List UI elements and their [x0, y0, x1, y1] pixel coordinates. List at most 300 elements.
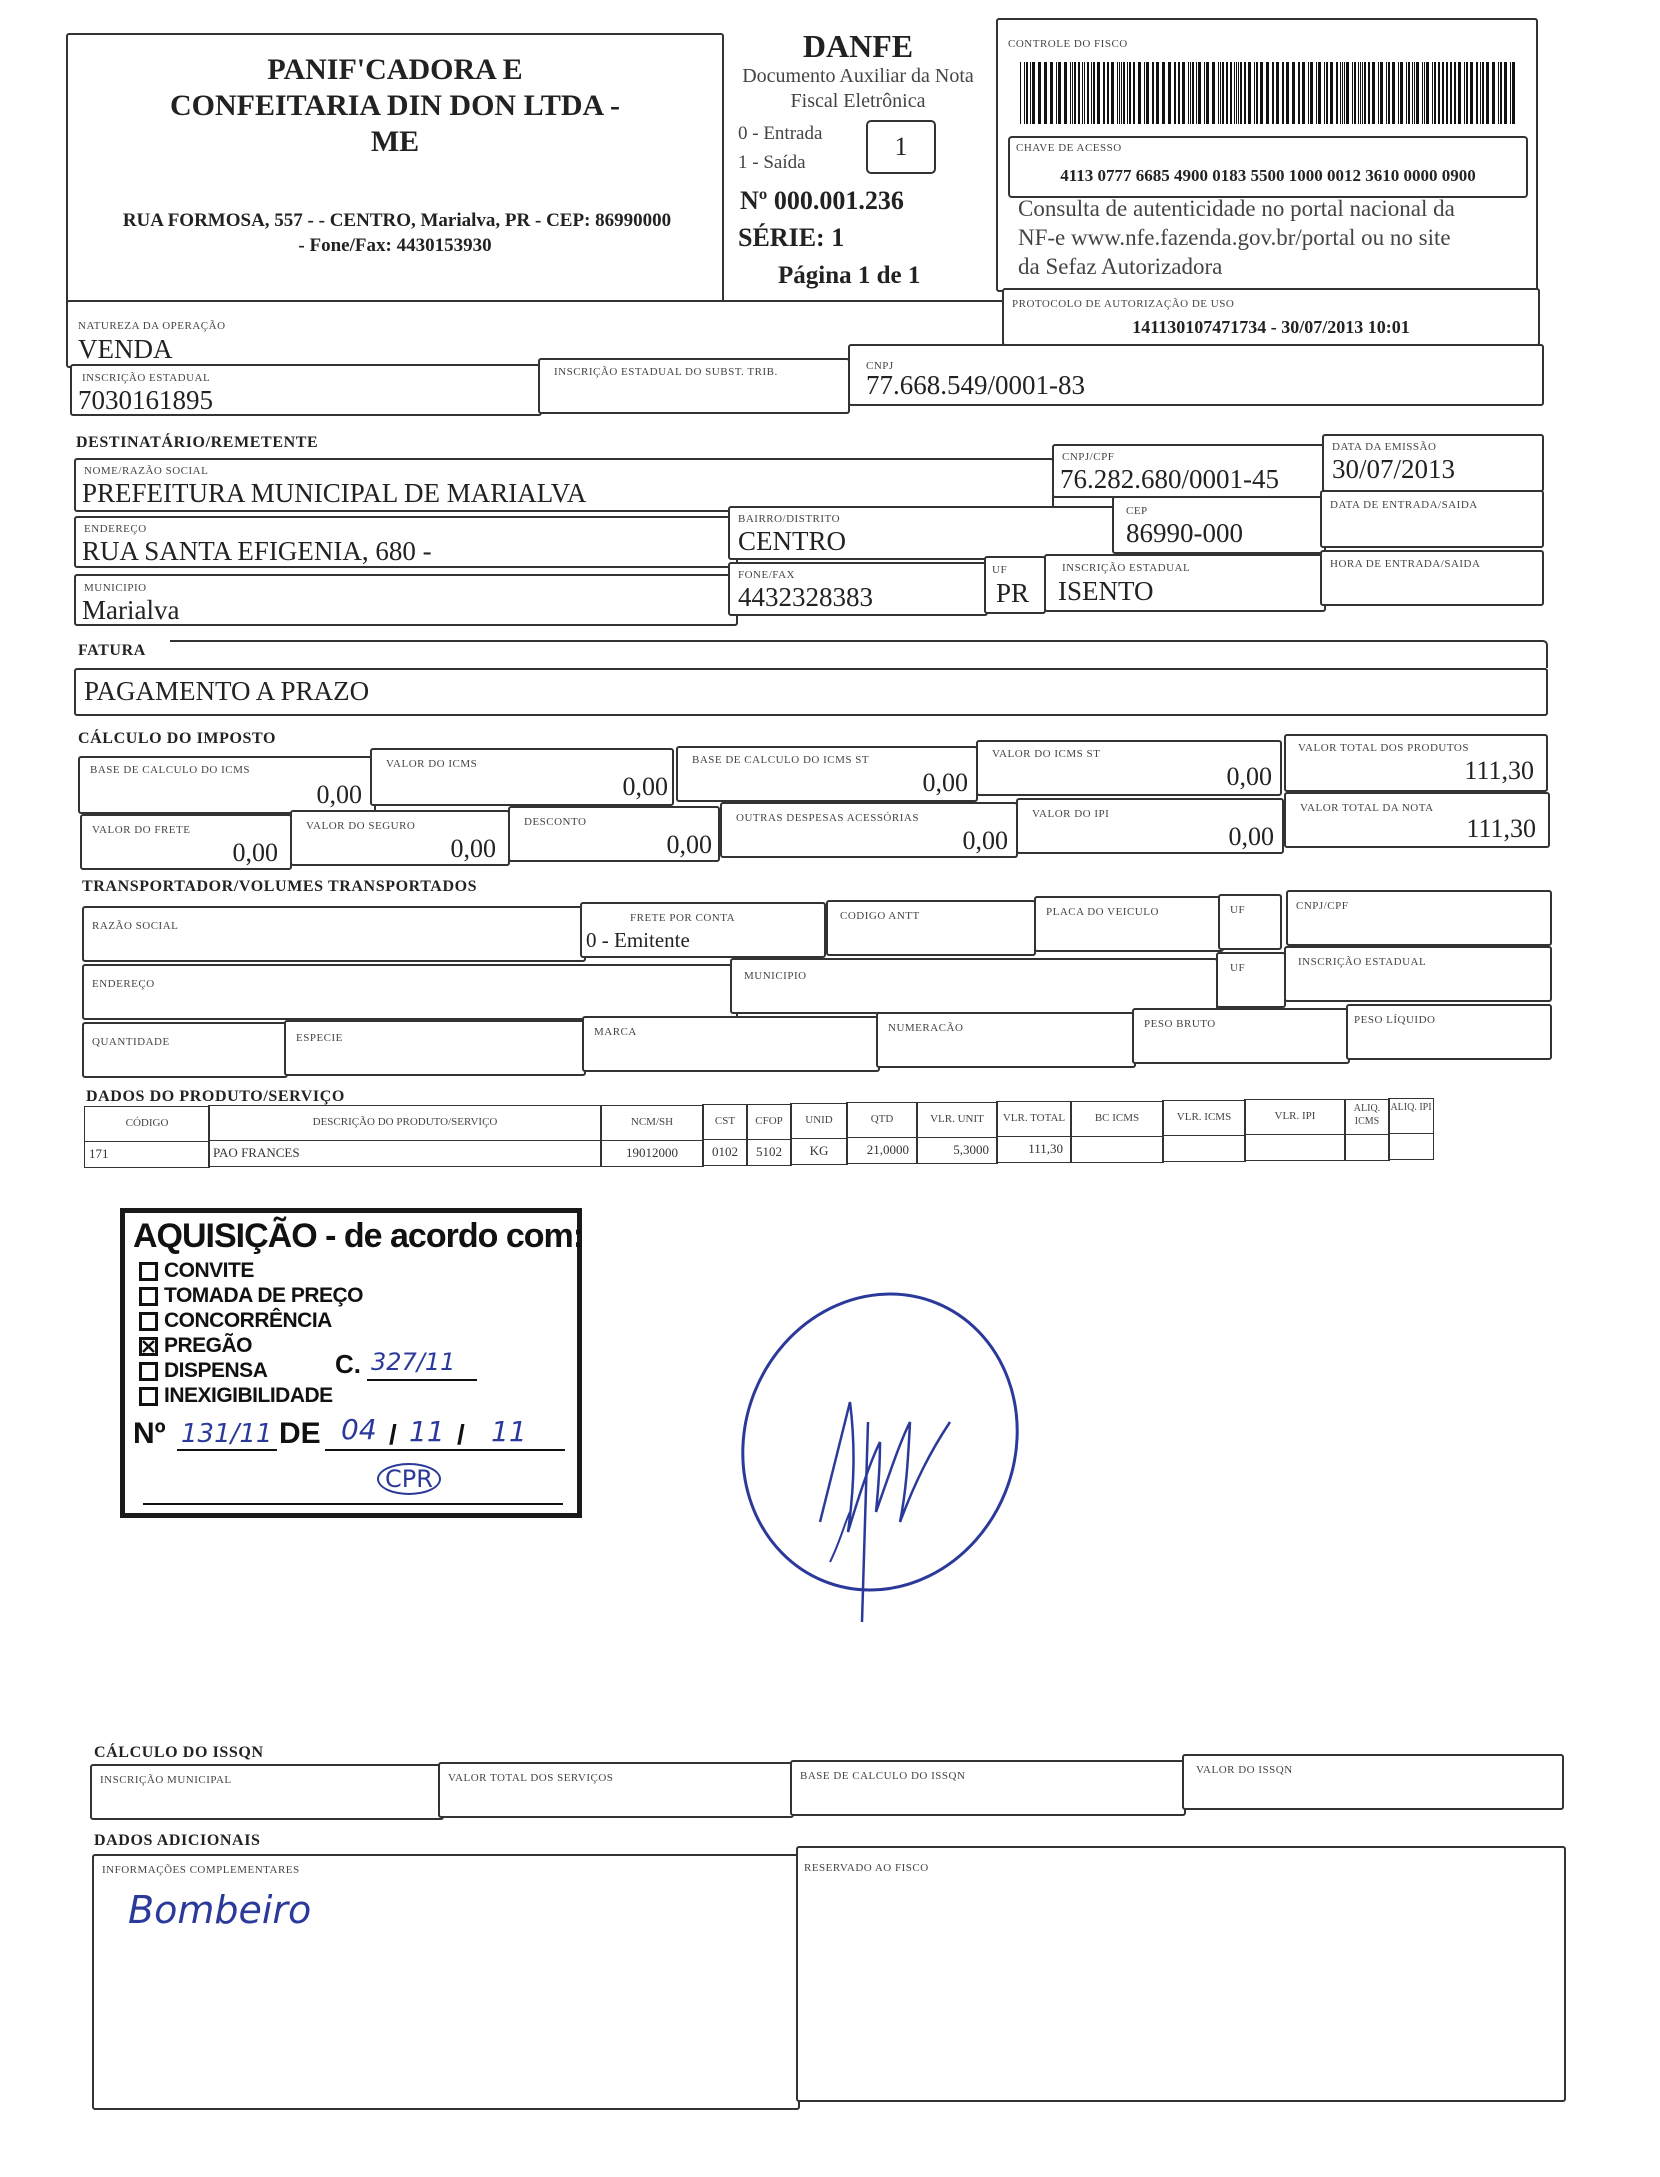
barcode-bar: [1380, 62, 1383, 124]
dest-bairro-box: [728, 506, 1128, 560]
barcode-bar: [1292, 62, 1295, 124]
dest-ie-box: [1044, 554, 1326, 612]
barcode-bar: [1406, 62, 1407, 124]
table-header-cell: [846, 1102, 918, 1138]
danfe-block: [724, 28, 992, 311]
table-header-label: UNID: [805, 1114, 833, 1126]
table-header-label: NCM/SH: [630, 1115, 674, 1128]
barcode-bar: [1093, 62, 1095, 124]
issqn-valor-box: [1182, 1754, 1564, 1810]
stamp-item-label: TOMADA DE PREÇO: [164, 1284, 364, 1307]
valor-icms-label: VALOR DO ICMS: [386, 758, 478, 770]
barcode-bar: [1342, 62, 1343, 124]
transp-marca-label: MARCA: [594, 1026, 637, 1038]
barcode-bar: [1138, 62, 1141, 124]
dest-cnpj-label: CNPJ/CPF: [1062, 451, 1115, 463]
dest-endereco-box: [74, 516, 738, 568]
barcode-bar: [1182, 62, 1185, 124]
transp-antt-label: CODIGO ANTT: [840, 910, 920, 922]
issqn-im-label: INSCRIÇÃO MUNICIPAL: [100, 1774, 232, 1786]
chave-label: CHAVE DE ACESSO: [1016, 142, 1122, 154]
issqn-im-box: [90, 1764, 444, 1820]
base-icms-value: 0,00: [316, 780, 362, 809]
barcode-bar: [1336, 62, 1338, 124]
transp-uf2-label: UF: [1230, 962, 1246, 974]
stamp-item-label: INEXIGIBILIDADE: [164, 1384, 333, 1407]
base-icms-st-value: 0,00: [922, 768, 968, 797]
barcode-bar: [1330, 62, 1333, 124]
barcode-bar: [1192, 62, 1194, 124]
barcode-bar: [1121, 62, 1122, 124]
barcode-bar: [1178, 62, 1180, 124]
transp-uf-label: UF: [1230, 904, 1246, 916]
issqn-section: CÁLCULO DO ISSQN: [94, 1744, 264, 1761]
transp-marca-box: [582, 1016, 880, 1072]
total-produtos-label: VALOR TOTAL DOS PRODUTOS: [1298, 742, 1469, 754]
emitter-box: [66, 33, 724, 311]
dest-fone-label: FONE/FAX: [738, 569, 795, 581]
table-cell-value: PAO FRANCES: [213, 1145, 300, 1161]
checkbox-concorrencia: [139, 1312, 158, 1331]
controle-fisco-label: CONTROLE DO FISCO: [1008, 38, 1128, 50]
barcode-bar: [1087, 62, 1089, 124]
chave-value: 4113 0777 6685 4900 0183 5500 1000 0012 3610 0000 0900: [1060, 166, 1476, 185]
table-cell-value: 21,0000: [866, 1142, 909, 1158]
table-cell: [1162, 1136, 1246, 1162]
valor-icms-st-box: [976, 740, 1282, 796]
barcode-bar: [1119, 62, 1120, 124]
barcode-bar: [1266, 62, 1269, 124]
barcode-bar: [1038, 62, 1041, 124]
barcode-bar: [1388, 62, 1390, 124]
issqn-servicos-box: [438, 1762, 794, 1818]
barcode-bar: [1476, 62, 1478, 124]
barcode-bar: [1074, 62, 1076, 124]
controle-fisco-box: [996, 18, 1538, 292]
cnpj-emitter-value: 77.668.549/0001-83: [866, 370, 1085, 400]
barcode-bar: [1226, 62, 1228, 124]
transp-endereco-label: ENDEREÇO: [92, 978, 155, 990]
transp-frete-value: 0 - Emitente: [586, 928, 690, 952]
ie-box: [70, 364, 542, 416]
barcode-bar: [1470, 62, 1473, 124]
transp-peso-liquido-box: [1346, 1004, 1552, 1060]
barcode-bar: [1133, 62, 1135, 124]
barcode-bar: [1422, 62, 1423, 124]
barcode-bar: [1392, 62, 1395, 124]
stamp-item-tomada: [139, 1284, 363, 1308]
table-cell: [846, 1138, 918, 1164]
stamp-item-inexigibilidade: [139, 1384, 333, 1408]
dest-bairro-value: CENTRO: [738, 526, 846, 556]
barcode-bar: [1424, 62, 1425, 124]
saida-label: 1 - Saída: [738, 152, 806, 173]
stamp-item-pregao: [139, 1334, 252, 1358]
barcode-bar: [1220, 62, 1221, 124]
seguro-value: 0,00: [450, 834, 496, 863]
table-header-label: ALIQ. IPI: [1390, 1102, 1432, 1114]
stamp-slash-2: /: [457, 1419, 465, 1450]
chave-box: [1008, 136, 1528, 198]
table-header-cell: [1244, 1099, 1346, 1135]
transp-antt-box: [826, 900, 1036, 956]
table-cell-value: 0102: [712, 1144, 738, 1160]
transp-especie-label: ESPECIE: [296, 1032, 343, 1044]
total-nota-box: [1284, 792, 1550, 848]
emitter-name-line2: CONFEITARIA DIN DON LTDA -: [169, 89, 621, 122]
table-cell: [916, 1138, 998, 1164]
transp-frete-box: [580, 902, 826, 958]
aquisicao-stamp: [120, 1208, 582, 1518]
transp-endereco-box: [82, 964, 738, 1020]
transp-placa-label: PLACA DO VEICULO: [1046, 906, 1159, 918]
barcode-bar: [1486, 62, 1489, 124]
reservado-fisco-box: [796, 1846, 1566, 2102]
barcode-bar: [1446, 62, 1448, 124]
barcode-bar: [1340, 62, 1341, 124]
emitter-name-line3: ME: [370, 125, 420, 158]
table-header-label: BC ICMS: [1094, 1111, 1140, 1124]
barcode-bar: [1454, 62, 1456, 124]
barcode-bar: [1256, 62, 1258, 124]
table-cell-value: 111,30: [1028, 1141, 1063, 1157]
barcode: [1020, 62, 1520, 144]
barcode-bar: [1026, 62, 1028, 124]
barcode-bar: [1260, 62, 1263, 124]
dest-uf-value: PR: [996, 578, 1030, 608]
barcode-bar: [1504, 62, 1507, 124]
destinatario-section: DESTINATÁRIO/REMETENTE: [76, 434, 319, 451]
dest-emissao-value: 30/07/2013: [1332, 454, 1456, 484]
transp-razao-box: [82, 906, 586, 962]
barcode-bar: [1466, 62, 1468, 124]
barcode-bar: [1480, 62, 1481, 124]
stamp-c-line: [367, 1379, 477, 1381]
seguro-box: [290, 810, 510, 866]
barcode-bar: [1123, 62, 1125, 124]
dest-nome-box: [74, 458, 1054, 512]
barcode-bar: [1386, 62, 1387, 124]
barcode-bar: [1236, 62, 1237, 124]
table-header-cell: [1344, 1099, 1390, 1135]
dest-endereco-value: RUA SANTA EFIGENIA, 680 -: [82, 536, 432, 566]
cnpj-emitter-box: [848, 344, 1544, 406]
dest-uf-box: [984, 556, 1046, 614]
barcode-bar: [1510, 62, 1511, 124]
barcode-bar: [1302, 62, 1305, 124]
dest-ie-value: ISENTO: [1058, 576, 1154, 606]
checkbox-dispensa: [139, 1362, 158, 1381]
ipi-value: 0,00: [1228, 822, 1274, 851]
stamp-item-label: CONCORRÊNCIA: [164, 1309, 332, 1332]
barcode-bar: [1234, 62, 1235, 124]
transp-ie-label: INSCRIÇÃO ESTADUAL: [1298, 956, 1427, 968]
transp-municipio-label: MUNICIPIO: [744, 970, 807, 982]
barcode-bar: [1364, 62, 1366, 124]
barcode-bar: [1156, 62, 1159, 124]
table-header-cell: [1070, 1101, 1164, 1137]
barcode-bar: [1286, 62, 1289, 124]
barcode-bar: [1050, 62, 1053, 124]
total-produtos-box: [1284, 734, 1548, 792]
barcode-bar: [1358, 62, 1359, 124]
entrada-label: 0 - Entrada: [738, 123, 823, 144]
barcode-bar: [1117, 62, 1118, 124]
transp-uf2-box: [1216, 952, 1286, 1008]
table-header-cell: [208, 1105, 602, 1141]
table-header-cell: [996, 1101, 1072, 1137]
barcode-bar: [1044, 62, 1047, 124]
barcode-bar: [1097, 62, 1100, 124]
barcode-bar: [1168, 62, 1171, 124]
barcode-bar: [1064, 62, 1067, 124]
checkbox-pregao-checked: [139, 1337, 158, 1356]
stamp-de-label: DE: [279, 1417, 321, 1450]
table-header-label: CFOP: [755, 1114, 783, 1127]
barcode-bar: [1276, 62, 1279, 124]
barcode-bar: [1070, 62, 1071, 124]
barcode-bar: [1512, 62, 1515, 124]
barcode-bar: [1103, 62, 1105, 124]
transp-razao-label: RAZÃO SOCIAL: [92, 920, 179, 932]
dest-ie-label: INSCRIÇÃO ESTADUAL: [1062, 562, 1191, 574]
barcode-bar: [1360, 62, 1361, 124]
table-cell: [702, 1140, 748, 1166]
dest-hora-label: HORA DE ENTRADA/SAIDA: [1330, 558, 1481, 570]
dest-municipio-box: [74, 574, 738, 626]
transp-municipio-box: [730, 958, 1218, 1014]
barcode-bar: [1432, 62, 1433, 124]
table-header-label: CÓDIGO: [125, 1117, 169, 1129]
transp-frete-label: FRETE POR CONTA: [630, 912, 736, 924]
barcode-bar: [1346, 62, 1349, 124]
barcode-bar: [1318, 62, 1321, 124]
table-cell-value: 5102: [756, 1143, 782, 1159]
consulta-line3: da Sefaz Autorizadora: [1018, 254, 1223, 279]
barcode-bar: [1196, 62, 1197, 124]
table-header-cell: [600, 1105, 704, 1141]
emitter-name-line1: PANIF'CADORA E: [267, 53, 523, 86]
stamp-c-prefix: C.: [335, 1349, 361, 1379]
table-cell: [208, 1141, 602, 1167]
barcode-bar: [1254, 62, 1255, 124]
consulta-line1: Consulta de autenticidade no portal nacional da: [1018, 196, 1455, 221]
barcode-bar: [1190, 62, 1191, 124]
valor-icms-value: 0,00: [622, 772, 668, 801]
table-header-label: CST: [714, 1115, 736, 1128]
stamp-de-year: 11: [491, 1415, 527, 1448]
ipi-label: VALOR DO IPI: [1032, 808, 1110, 820]
dest-endereco-label: ENDEREÇO: [84, 523, 147, 535]
barcode-bar: [1464, 62, 1465, 124]
barcode-bar: [1352, 62, 1353, 124]
barcode-bar: [1091, 62, 1092, 124]
dest-cnpj-value: 76.282.680/0001-45: [1060, 464, 1279, 494]
table-cell-value: 5,3000: [953, 1141, 989, 1157]
natureza-value: VENDA: [78, 334, 173, 364]
transp-numeracao-box: [876, 1012, 1136, 1068]
produtos-table: [84, 1092, 1558, 1172]
stamp-title: AQUISIÇÃO - de acordo com:: [133, 1217, 584, 1255]
desconto-box: [508, 806, 720, 862]
transp-quantidade-box: [82, 1022, 288, 1078]
nota-pagina: Página 1 de 1: [778, 262, 921, 289]
dest-cep-value: 86990-000: [1126, 518, 1243, 548]
barcode-bar: [1152, 62, 1154, 124]
barcode-bar: [1362, 62, 1363, 124]
barcode-bar: [1414, 62, 1415, 124]
barcode-bar: [1144, 62, 1145, 124]
barcode-bar: [1218, 62, 1219, 124]
barcode-bar: [1434, 62, 1436, 124]
frete-label: VALOR DO FRETE: [92, 824, 191, 836]
barcode-bar: [1084, 62, 1085, 124]
barcode-bar: [1162, 62, 1165, 124]
fatura-text: PAGAMENTO A PRAZO: [84, 676, 370, 706]
issqn-valor-label: VALOR DO ISSQN: [1196, 1764, 1293, 1776]
protocolo-box: [1002, 288, 1540, 346]
stamp-item-dispensa: [139, 1359, 267, 1383]
table-header-cell: [790, 1103, 848, 1139]
danfe-subtitle-2: Fiscal Eletrônica: [790, 90, 926, 112]
table-header-cell: [916, 1102, 998, 1138]
table-cell: [1244, 1135, 1346, 1161]
barcode-bar: [1458, 62, 1461, 124]
desconto-value: 0,00: [666, 830, 712, 859]
table-header-cell: [84, 1106, 210, 1142]
stamp-date-line: [325, 1449, 565, 1451]
barcode-bar: [1412, 62, 1413, 124]
frete-value: 0,00: [232, 838, 278, 867]
fatura-text-box: [74, 668, 1548, 716]
barcode-bar: [1492, 62, 1495, 124]
barcode-bar: [1272, 62, 1274, 124]
cnpj-emitter-label: CNPJ: [866, 360, 894, 372]
checkbox-convite: [139, 1262, 158, 1281]
barcode-bar: [1240, 62, 1242, 124]
stamp-slash-1: /: [389, 1419, 397, 1450]
issqn-base-box: [790, 1760, 1186, 1816]
transp-peso-liquido-label: PESO LÍQUIDO: [1354, 1014, 1436, 1026]
barcode-bar: [1298, 62, 1300, 124]
info-complementares-box: [92, 1854, 800, 2110]
stamp-item-label: CONVITE: [164, 1259, 254, 1282]
barcode-bar: [1450, 62, 1452, 124]
total-nota-value: 111,30: [1466, 814, 1536, 843]
issqn-servicos-label: VALOR TOTAL DOS SERVIÇOS: [448, 1772, 614, 1784]
outras-label: OUTRAS DESPESAS ACESSÓRIAS: [736, 812, 919, 824]
barcode-bar: [1072, 62, 1073, 124]
stamp-item-label: PREGÃO: [164, 1334, 253, 1357]
barcode-bar: [1230, 62, 1232, 124]
table-cell-value: 19012000: [626, 1144, 678, 1160]
tipo-box: [866, 120, 936, 174]
table-header-cell: [1162, 1100, 1246, 1136]
barcode-bar: [1222, 62, 1224, 124]
barcode-bar: [1032, 62, 1035, 124]
barcode-bar: [1408, 62, 1410, 124]
barcode-bar: [1030, 62, 1031, 124]
barcode-bar: [1442, 62, 1444, 124]
transp-especie-box: [284, 1020, 586, 1076]
barcode-bar: [1107, 62, 1109, 124]
transp-cnpj-box: [1286, 890, 1552, 946]
stamp-item-concorrencia: [139, 1309, 332, 1333]
transp-ie-box: [1284, 946, 1552, 1002]
transp-numeracao-label: NUMERACÃO: [888, 1022, 964, 1034]
emitter-address: RUA FORMOSA, 557 - - CENTRO, Marialva, PR - CEP: 86990000: [122, 210, 672, 231]
barcode-bar: [1398, 62, 1399, 124]
barcode-bar: [1482, 62, 1484, 124]
stamp-item-convite: [139, 1259, 254, 1283]
dest-cep-label: CEP: [1126, 505, 1148, 517]
stamp-c-value: 327/11: [371, 1348, 456, 1376]
ipi-box: [1016, 798, 1284, 854]
barcode-bar: [1416, 62, 1419, 124]
seguro-label: VALOR DO SEGURO: [306, 820, 416, 832]
dest-municipio-value: Marialva: [82, 595, 180, 625]
info-complementares-label: INFORMAÇÕES COMPLEMENTARES: [102, 1864, 300, 1876]
base-icms-label: BASE DE CALCULO DO ICMS: [90, 764, 251, 776]
fatura-top-line: [170, 640, 1548, 668]
dest-emissao-box: [1322, 434, 1544, 492]
barcode-bar: [1206, 62, 1209, 124]
danfe-title: DANFE: [802, 28, 914, 64]
transp-peso-bruto-label: PESO BRUTO: [1144, 1018, 1216, 1030]
barcode-bar: [1198, 62, 1201, 124]
protocolo-value: 141130107471734 - 30/07/2013 10:01: [1132, 317, 1410, 337]
signature-scribble: [730, 1262, 1040, 1682]
base-icms-st-box: [676, 746, 978, 802]
total-nota-label: VALOR TOTAL DA NOTA: [1300, 802, 1434, 814]
dest-cep-box: [1112, 496, 1326, 554]
barcode-bar: [1238, 62, 1239, 124]
barcode-bar: [1204, 62, 1205, 124]
stamp-de-day: 04: [341, 1413, 377, 1446]
table-header-label: VLR. ICMS: [1176, 1111, 1232, 1123]
table-cell: [600, 1141, 704, 1167]
barcode-bar: [1426, 62, 1429, 124]
consulta-line2: NF-e www.nfe.fazenda.gov.br/portal ou no site: [1018, 225, 1451, 250]
table-header-cell: [1388, 1098, 1434, 1134]
dest-nome-label: NOME/RAZÃO SOCIAL: [84, 465, 209, 477]
ie-st-box: [538, 358, 850, 414]
reservado-fisco-label: RESERVADO AO FISCO: [804, 1862, 929, 1874]
dest-fone-box: [728, 562, 988, 616]
stamp-initials: CPR: [377, 1463, 441, 1495]
table-cell: [1070, 1137, 1164, 1163]
table-cell: [84, 1142, 210, 1168]
table-cell-value: 171: [89, 1146, 109, 1161]
tipo-value: 1: [894, 132, 908, 161]
nota-serie: SÉRIE: 1: [738, 223, 845, 252]
barcode-bar: [1082, 62, 1083, 124]
stamp-n-value: 131/11: [181, 1419, 273, 1449]
stamp-n-prefix: Nº: [133, 1417, 166, 1450]
dest-emissao-label: DATA DA EMISSÃO: [1332, 441, 1437, 453]
outras-value: 0,00: [962, 826, 1008, 855]
transp-uf-box: [1218, 894, 1282, 950]
checkbox-tomada: [139, 1287, 158, 1306]
x-mark-icon: [142, 1340, 155, 1353]
table-cell: [746, 1140, 792, 1166]
table-header-cell: [746, 1104, 792, 1140]
dest-nome-value: PREFEITURA MUNICIPAL DE MARIALVA: [82, 478, 587, 508]
desconto-label: DESCONTO: [524, 816, 587, 828]
transp-cnpj-label: CNPJ/CPF: [1296, 900, 1349, 912]
barcode-bar: [1024, 62, 1025, 124]
checkbox-inexigibilidade: [139, 1387, 158, 1406]
